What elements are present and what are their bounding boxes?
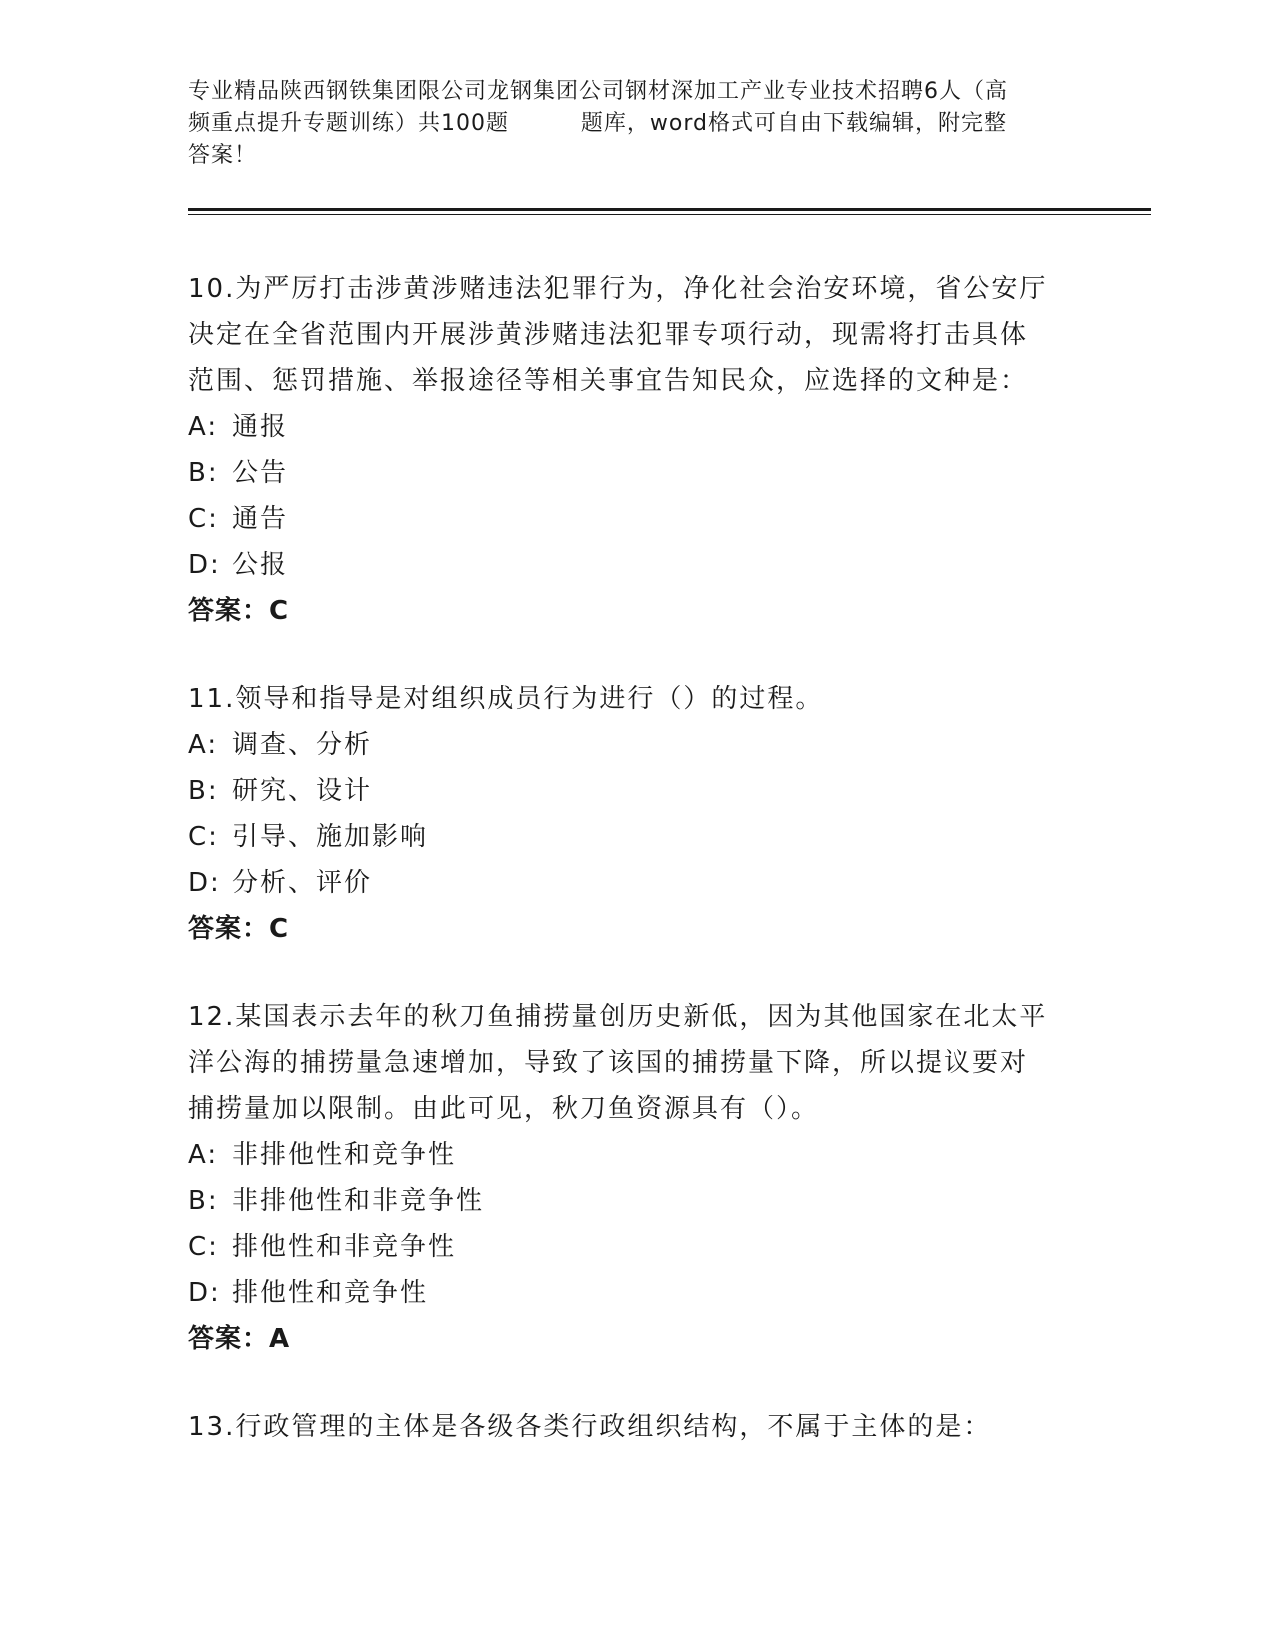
option-d (188, 860, 1088, 906)
option-key: B: (188, 776, 219, 806)
option-key: B: (188, 1186, 219, 1216)
stem-line: 13.行政管理的主体是各级各类行政组织结构，不属于主体的是： (188, 1412, 992, 1442)
stem-line: 决定在全省范围内开展涉黄涉赌违法犯罪专项行动，现需将打击具体 (188, 320, 1029, 350)
option-text: 非排他性和竞争性 (232, 1140, 457, 1170)
option-c (188, 814, 1088, 860)
option-key: C: (188, 1232, 219, 1262)
question-stem (188, 266, 1088, 404)
option-key: A: (188, 730, 219, 760)
stem-line: 洋公海的捕捞量急速增加，导致了该国的捕捞量下降，所以提议要对 (188, 1048, 1029, 1078)
option-key: D: (188, 868, 221, 898)
option-a (188, 404, 1088, 450)
answer: 答案：C (188, 914, 290, 944)
question-stem (188, 994, 1088, 1132)
stem-line: 12.某国表示去年的秋刀鱼捕捞量创历史新低，因为其他国家在北太平 (188, 1002, 1048, 1032)
option-key: D: (188, 550, 221, 580)
question-stem (188, 1404, 1088, 1450)
header-divider-thick (188, 208, 1151, 211)
option-key: B: (188, 458, 219, 488)
option-key: D: (188, 1278, 221, 1308)
option-text: 通告 (232, 504, 289, 534)
option-d (188, 542, 1088, 588)
answer: 答案：A (188, 1324, 291, 1354)
option-text: 通报 (232, 412, 289, 442)
option-text: 排他性和竞争性 (232, 1278, 429, 1308)
question-12 (188, 994, 1088, 1362)
option-b (188, 768, 1088, 814)
option-text: 排他性和非竞争性 (232, 1232, 457, 1262)
stem-line: 11.领导和指导是对组织成员行为进行（）的过程。 (188, 684, 824, 714)
question-stem (188, 676, 1088, 722)
option-text: 调查、分析 (232, 730, 373, 760)
option-a (188, 722, 1088, 768)
option-text: 分析、评价 (232, 868, 373, 898)
option-key: C: (188, 504, 219, 534)
header-line: 专业精品陕西钢铁集团限公司龙钢集团公司钢材深加工产业专业技术招聘6人（高 (188, 79, 1008, 104)
stem-line: 范围、惩罚措施、举报途径等相关事宜告知民众，应选择的文种是： (188, 366, 1029, 396)
option-a (188, 1132, 1088, 1178)
option-c (188, 496, 1088, 542)
answer: 答案：C (188, 596, 290, 626)
option-d (188, 1270, 1088, 1316)
question-11 (188, 676, 1088, 952)
document-header (188, 76, 1088, 172)
option-text: 研究、设计 (232, 776, 373, 806)
question-10 (188, 266, 1088, 634)
header-line: 答案！ (188, 143, 258, 168)
option-key: C: (188, 822, 219, 852)
question-13 (188, 1404, 1088, 1450)
option-key: A: (188, 1140, 219, 1170)
header-line: 频重点提升专题训练）共100题 题库，word格式可自由下载编辑，附完整 (188, 111, 1008, 136)
option-c (188, 1224, 1088, 1270)
option-b (188, 1178, 1088, 1224)
question-list (188, 266, 1088, 1492)
header-divider-thin (188, 214, 1151, 215)
stem-line: 10.为严厉打击涉黄涉赌违法犯罪行为，净化社会治安环境，省公安厅 (188, 274, 1048, 304)
stem-line: 捕捞量加以限制。由此可见，秋刀鱼资源具有（）。 (188, 1094, 820, 1124)
option-key: A: (188, 412, 219, 442)
option-text: 非排他性和非竞争性 (232, 1186, 485, 1216)
option-text: 引导、施加影响 (232, 822, 429, 852)
option-text: 公报 (232, 550, 289, 580)
option-text: 公告 (232, 458, 289, 488)
option-b (188, 450, 1088, 496)
